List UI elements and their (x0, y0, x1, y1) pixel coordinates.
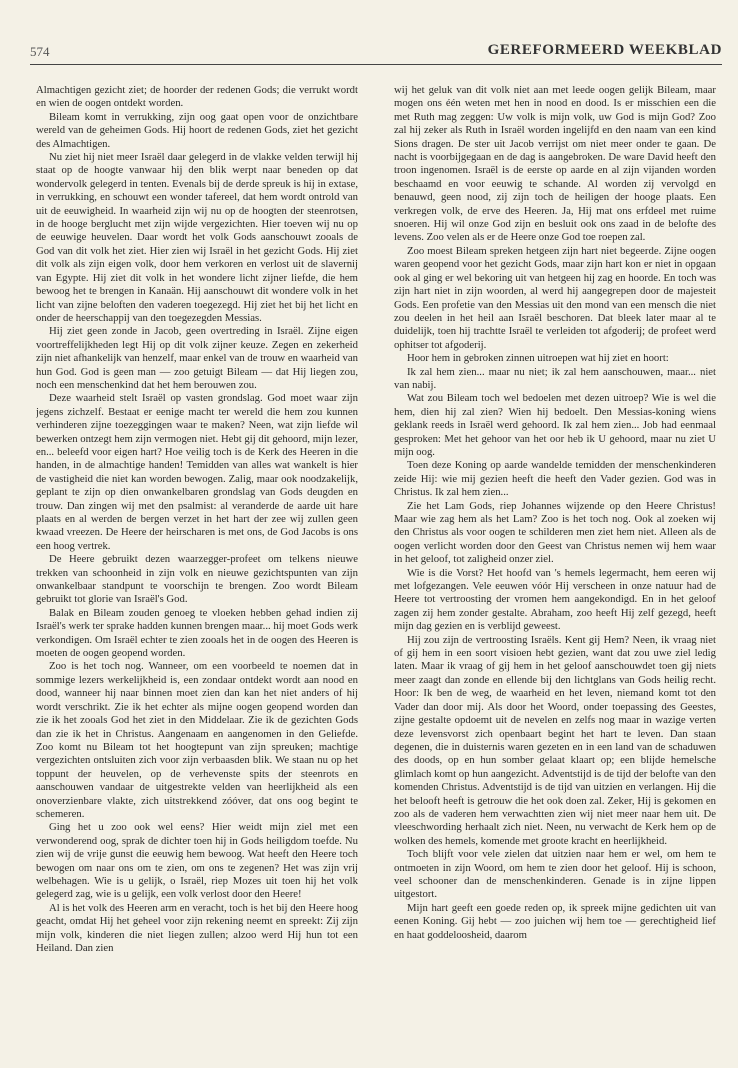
paragraph: Al is het volk des Heeren arm en veracht, toch is het bij den Heere hoog geacht, omdat Hij het geheel voor zijn rekening neemt en spreekt: Zij zijn mijn volk, kinderen die niet liegen zullen; alzoo werd Hij hun tot een Heiland. Dan zien (36, 901, 358, 954)
paragraph: Bileam komt in verrukking, zijn oog gaat open voor de onzichtbare wereld van de geheimen Gods. Hij hoort de redenen Gods, ziet het gezicht des Almachtigen. (36, 110, 358, 150)
paragraph: wij het geluk van dit volk niet aan met leede oogen gelijk Bileam, maar mogen ons één weten met hen in nood en dood. Is er misschien een die met Ruth mag zeggen: Uw volk is mijn volk, uw God is mijn God? Zoo zal hij zeker als Ruth in Israël worden ingelijfd en den naam van een kind Sions dragen. De ster uit Jacob verrijst om niet meer onder te gaan. De nacht is voorbijgegaan en de dag is aangebroken. De ware David heeft den troon ingenomen. Israël is de eerste op aarde en al zijn vijanden worden beschaamd en voor eeuwig te schande. Al worden zij vervolgd en benauwd, geen nood, zij zijn toch de heiligen der hooge plaats. Een verkregen volk, de erve des Heeren. Ja, Hij mat ons erfdeel met ruime snoeren. Hij wil onze God zijn en besluit ook ons zaad in de belofte des levens. Zoo velen als er de Heere onze God toe roepen zal. (394, 84, 716, 244)
paragraph: Deze waarheid stelt Israël op vasten grondslag. God moet waar zijn jegens zichzelf. Bestaat er eenige macht ter wereld die hem zou kunnen verhinderen zijne toezeggingen waar te maken? Neen, wat zijn liefde wil bewerken ontzegt hem zijn vermogen niet. Hebt gij dit gehoord, mijn lezer, en... beleefd voor eigen hart? Hoe veilig toch is de Kerk des Heeren in die handen, in de almachtige handen! Temidden van alles wat wankelt is hier de vastigheid die niet kan worden bewogen. Zalig, maar ook noodzakelijk, geplant te zijn op dien onwankelbaren grondslag van Gods deugden en trouw. Dan zingen wij met den psalmist: al veranderde de aarde uit hare plaats en al werden de bergen verzet in het hart der zee wij zullen geen kwaad vreezen. De Heere der heirscharen is met ons, de God Jacobs is ons een hoog vertrek. (36, 392, 358, 552)
paragraph: Zoo is het toch nog. Wanneer, om een voorbeeld te noemen dat in sommige lezers werkelijkheid is, een zondaar ontdekt wordt aan nood en dood, wanneer hij naar binnen moet zien dan kan het niet anders of hij wordt verschrikt. Zie ik het echter als mijne oogen geopend worden dan zie ik het zooals God het ziet in den Middelaar. Zie ik de gezichten Gods dan zie ik het in Christus. Aangenaam en aangenomen in den Geliefde. Zoo komt nu Bileam tot het hoogtepunt van zijn spreuken; machtige vergezichten ontsluiten zich voor zijn verbaasden blik. We staan nu op het toppunt der heuvelen, op de verhevenste spits der steenrots en aanschouwen vandaar de uitgestrekte velden van heerlijkheid als een onoverzienbare vlakte, zich uitstrekkend zóóver, dat ons oog begint te schemeren. (36, 660, 358, 820)
paragraph: Zoo moest Bileam spreken hetgeen zijn hart niet begeerde. Zijne oogen waren geopend voor het gezicht Gods, maar zijn hart kon er niet in opgaan ook al ging er wel bekoring uit van hetgeen hij zag en hoorde. En toch was zijn hart niet in zijn woorden, al werd hij aangegrepen door de majesteit Gods. Een profetie van den Messias uit den mond van een mensch die niet zou deelen in het heil aan Israël beschoren. Dat bleek later maar al te duidelijk, toen hij trachtte Israël te verleiden tot afgoderij; de profeet werd ophitser tot afgoderij. (394, 244, 716, 351)
paragraph: Balak en Bileam zouden genoeg te vloeken hebben gehad indien zij Israël's werk ter sprake hadden kunnen brengen maar... hij moet Gods werk verkondigen. Om Israël echter te zien zooals het in de oogen des Heeren is moeten de oogen geopend worden. (36, 606, 358, 660)
paragraph: Nu ziet hij niet meer Israël daar gelegerd in de vlakke velden terwijl hij staat op de hoogte vanwaar hij den blik werpt naar beneden op dat wondervolk gelegerd in tenten. Evenals bij de derde spreuk is hij in extase, in verrukking, en schouwt een wonder tafereel, dat hem wordt ontrold van uit de eeuwigheid. In waarheid zijn wij nu op de hoogten der steenrotsen, in de hooge berglucht met zijn wijde vergezichten. Hier toeven wij nu op de eeuwige heuvelen. Daar wordt het volk Gods aanschouwt zooals de God van dit volk het ziet. Hier zien wij Israël in het gezicht Gods. Hij ziet dit volk als zijn eigen volk, door hem verkoren en verlost uit de slavernij van Egypte. Hij ziet dit volk in het wondere licht zijner liefde, die hem bewoog het te brengen in Kanaän. Hij aanschouwt dit wondere volk in het licht van zijne beloften den vaderen toegezegd. Hij ziet het bij het licht en onder de heerschappij van den toegezegden Messias. (36, 151, 358, 324)
paragraph: Ging het u zoo ook wel eens? Hier weidt mijn ziel met een verwonderend oog, sprak de dichter toen hij in Gods heiligdom toefde. Nu zien wij de vrije gunst die eeuwig hem bewoog. Wat heeft den Heere toch bewogen om naar ons om te zien, om ons te zegenen? Het was zijn vrij welbehagen. Wie is u gelijk, o Israël, riep Mozes uit toen hij het volk gelegerd zag, wie is u gelijk, een volk verlost door den Heere! (36, 821, 358, 901)
paragraph: Hij ziet geen zonde in Jacob, geen overtreding in Israël. Zijne eigen voortreffelijkheden legt Hij op dit volk zijner keuze. Zegen en zekerheid zijn niet afhankelijk van henzelf, maar enkel van de trouw en waarheid van hun God. God is geen man — zoo getuigt Bileam — dat Hij liegen zou, noch een menschenkind dat het hem berouwen zou. (36, 325, 358, 391)
right-column (394, 84, 716, 1032)
paragraph: Wat zou Bileam toch wel bedoelen met dezen uitroep? Wie is wel die hem, dien hij zal zien? Wien hij bedoelt. Den Messias-koning wiens geklank reeds in Israël werd gehoord. Ik zal hem zien... Job had eenmaal gesproken: Met het gehoor van het oor heb ik U gehoord, maar nu ziet U mijn oog. (394, 392, 716, 458)
paragraph: Ik zal hem zien... maar nu niet; ik zal hem aanschouwen, maar... niet van nabij. (394, 365, 716, 391)
paragraph: Toen deze Koning op aarde wandelde temidden der menschenkinderen zeide Hij: wie mij gezien heeft die heeft den Vader gezien. God was in Christus. Ik zal hem zien... (394, 459, 716, 499)
page-header (30, 44, 722, 65)
paragraph: Hoor hem in gebroken zinnen uitroepen wat hij ziet en hoort: (407, 352, 669, 365)
page-number: 574 (30, 44, 50, 59)
paragraph: Toch blijft voor vele zielen dat uitzien naar hem er wel, om hem te ontmoeten in zijn Woord, om hem te zien door het geloof. Hij is schoon, veel schooner dan de menschenkinderen. Genade is in zijne lippen uitgestort. (394, 848, 716, 901)
paragraph: Hij zou zijn de vertroosting Israëls. Kent gij Hem? Neen, ik vraag niet of gij hem in een soort visioen hebt gezien, want dat zou uwe ziel ledig laten. Maar ik vraag of gij hem in het geloof aanschouwdet toen gij niets meer zaagt dan zonde en ellende bij den lichtglans van Gods heilig recht. Hoor: Ik ben de weg, de waarheid en het leven, niemand komt tot den Vader dan door mij. Als door het Woord, onder toepassing des Geestes, zijne gestalte opdoemt uit de nevelen en zelfs nog maar in wazige verten deze levensvorst zich openbaart begint het hart te leven. Dan staan degenen, die in duisternis waren gezeten en in een land van de schaduwen des doods, op en hun somber gelaat klaart op; een blijde hemelsche glimlach komt op hun aangezicht. Adventstijd is de tijd der belofte van den komenden Christus. Adventstijd is de tijd van uitzien en verlangen. Hij die het belooft heeft is getrouw die het ook doen zal. Zeker, Hij is gekomen en zoo als de vaderen hem verwachtten zien wij niet meer naar hem uit. De vleeschwording herhaalt zich niet. Neen, nu verwacht de Kerk hem op de wolken des hemels, komende met groote kracht en heerlijkheid. (394, 633, 716, 847)
paragraph: Mijn hart geeft een goede reden op, ik spreek mijne gedichten uit van eenen Koning. Gij hebt — zoo juichen wij hem toe — gerechtigheid lief en haat goddeloosheid, daarom (394, 901, 716, 941)
paragraph: Zie het Lam Gods, riep Johannes wijzende op den Heere Christus! Maar wie zag hem als het Lam? Zoo is het toch nog. Ook al zoeken wij den Christus als voor oogen te schilderen men ziet hem niet. Alleen als de oogen verlicht worden door den Geest van Christus nemen wij hem waar in het geloof, tot zaligheid onzer ziel. (394, 499, 716, 566)
left-column (36, 84, 358, 1032)
paragraph: Almachtigen gezicht ziet; de hoorder der redenen Gods; die verrukt wordt en wien de oogen ontdekt worden. (36, 84, 358, 110)
magazine-title: GEREFORMEERD WEEKBLAD (487, 42, 722, 58)
paragraph: Wie is die Vorst? Het hoofd van 's hemels legermacht, hem eeren wij met lofgezangen. Vele eeuwen vóór Hij verscheen in onze natuur had de Heere tot vertroosting der vromen hem aangekondigd. En in het geloof zagen zij hem zonder gestalte. Abraham, zoo heeft Hij zelf gezegd, heeft mijn dag gezien en is verblijd geweest. (394, 566, 716, 633)
paragraph: De Heere gebruikt dezen waarzegger-profeet om telkens nieuwe trekken van schoonheid in zijn volk en nieuwe gezichtspunten van zijn onwankelbaar standpunt te voorschijn te brengen. Zoo wordt Bileam gebruikt tot glorie van Israël's God. (36, 553, 358, 606)
